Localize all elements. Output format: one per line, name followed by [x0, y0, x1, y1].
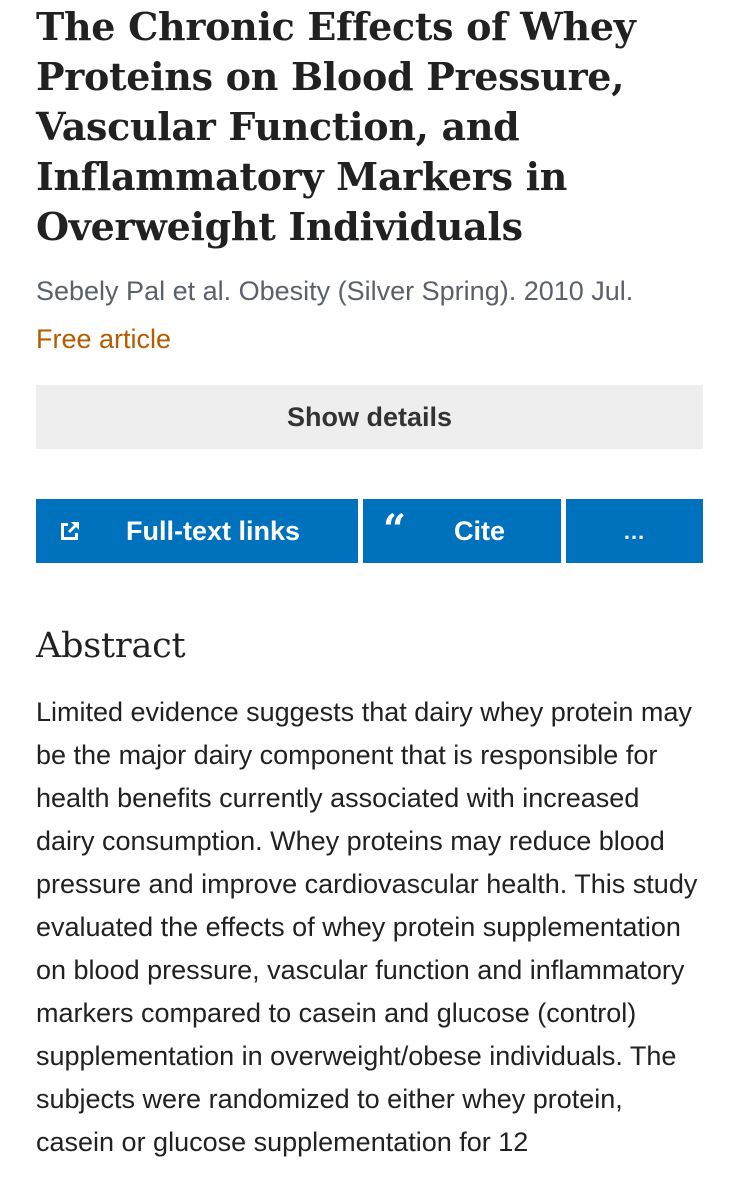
show-details-button[interactable]: Show details: [36, 385, 703, 449]
more-actions-button[interactable]: [566, 499, 703, 563]
quote-icon: “: [383, 506, 407, 553]
more-actions-label: ...: [623, 519, 646, 544]
cite-label: Cite: [454, 515, 506, 546]
full-text-links-label: Full-text links: [126, 515, 301, 546]
article-title: The Chronic Effects of Whey Proteins on Blood Pressure, Vascular Function, and Inflammatory Markers in Overweight Individuals: [36, 4, 636, 249]
free-article-badge: Free article: [36, 324, 172, 354]
external-link-icon: [58, 519, 82, 543]
abstract-text: Limited evidence suggests that dairy whey protein may be the major dairy component that is responsible for health benefits currently associated with increased dairy consumption. Whey proteins may reduce blood pressure and improve cardiovascular health. This study evaluated the effects of whey protein supplementation on blood pressure, vascular function and inflammatory markers compared to casein and glucose (control) supplementation in overweight/obese individuals. The subjects were randomized to either whey protein, casein or glucose supplementation for 12: [36, 697, 698, 1157]
article-page: [36, 0, 703, 1164]
article-citation: Sebely Pal et al. Obesity (Silver Spring). 2010 Jul.: [36, 276, 634, 306]
article-action-bar: [36, 499, 703, 563]
full-text-links-button[interactable]: [36, 499, 358, 563]
abstract-heading: Abstract: [36, 626, 186, 666]
cite-button[interactable]: [363, 499, 561, 563]
